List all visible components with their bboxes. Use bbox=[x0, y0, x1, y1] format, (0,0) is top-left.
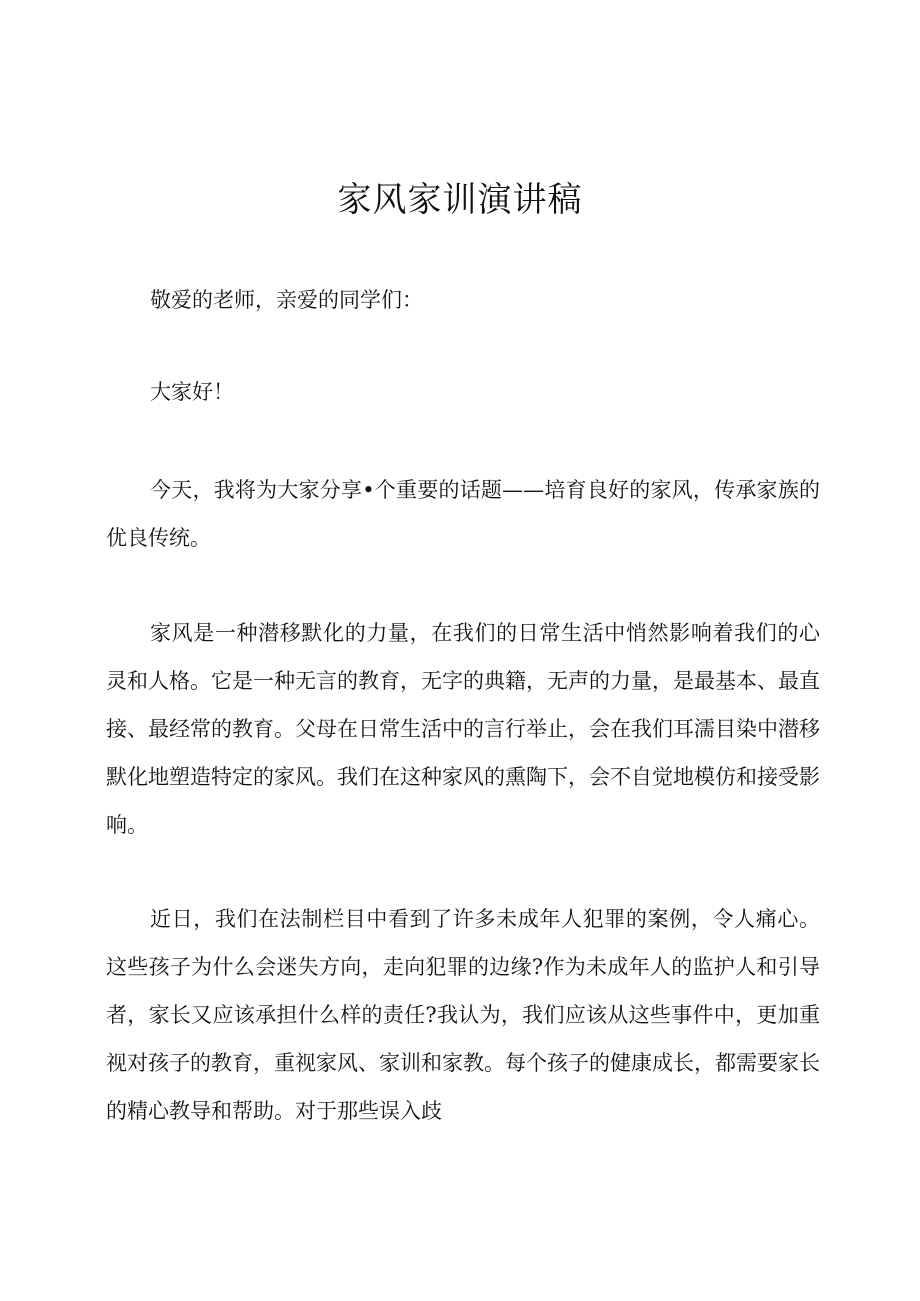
greeting-paragraph: 敬爱的老师，亲爱的同学们： bbox=[150, 288, 423, 312]
introduction-paragraph: 今天，我将为大家分享•个重要的话题——培育良好的家风，传承家族的优良传统。 bbox=[106, 478, 820, 550]
hello-paragraph: 大家好！ bbox=[150, 380, 234, 404]
document-title: 家风家训演讲稿 bbox=[337, 180, 583, 220]
responsibility-paragraph: 近日，我们在法制栏目中看到了许多未成年人犯罪的案例，令人痛心。这些孩子为什么会迷失方向，走向犯罪的边缘?作为未成年人的监护人和引导者，家长又应该承担什么样的责任?我认为，我们应该从这些事件中，更加重视对孩子的教育，重视家风、家训和家教。每个孩子的健康成长，都需要家长的精心教导和帮助。对于那些误入歧 bbox=[106, 907, 820, 1123]
family-style-paragraph: 家风是一种潜移默化的力量，在我们的日常生活中悄然影响着我们的心灵和人格。它是一种无言的教育，无字的典籍，无声的力量，是最基本、最直接、最经常的教育。父母在日常生活中的言行举止，会在我们耳濡目染中潜移默化地塑造特定的家风。我们在这种家风的熏陶下，会不自觉地模仿和接受影响。 bbox=[106, 621, 820, 837]
